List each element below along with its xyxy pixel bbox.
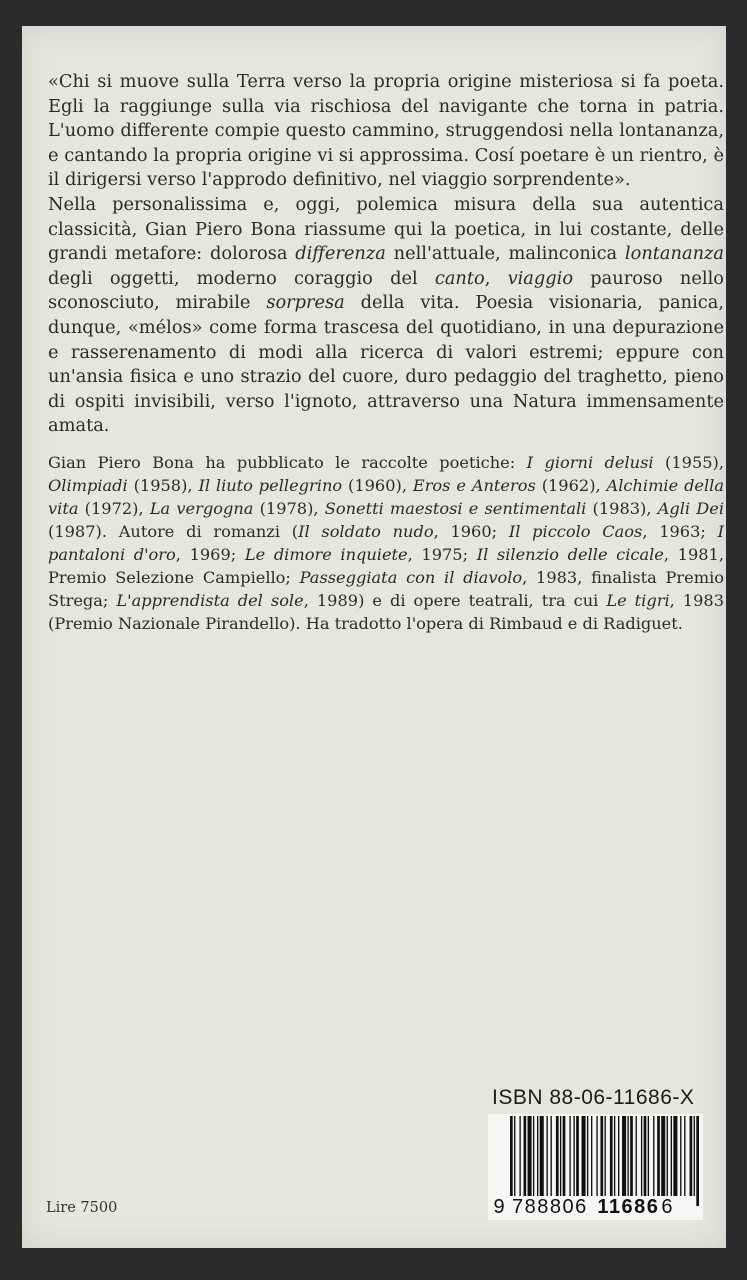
barcode-bar [596, 1116, 597, 1196]
barcode-bar [582, 1116, 586, 1196]
barcode-bar [600, 1116, 603, 1196]
book-back-cover [22, 26, 726, 1248]
barcode-bar [537, 1116, 538, 1196]
barcode-bar [605, 1116, 606, 1206]
barcode-bar [591, 1116, 592, 1196]
barcode-bar [587, 1116, 588, 1196]
barcode-first-digit: 9 [493, 1196, 505, 1218]
barcode-bar [627, 1116, 628, 1196]
barcode-bar [690, 1116, 693, 1196]
barcode-bar [576, 1116, 579, 1196]
barcode-bar [551, 1116, 552, 1196]
barcode-left-group: 788806 [512, 1196, 588, 1218]
quote-paragraph: «Chi si muove sulla Terra verso la propria origine misteriosa si fa poeta. Egli la raggiunge sulla via rischiosa del navigante che torna in patria. L'uomo differente compie questo cammino, struggendosi nella lontananza, e cantando la propria origine vi si approssima. Cosí poetare è un rientro, è il dirigersi verso l'approdo definitivo, nel viaggio sorprendente». [48, 71, 724, 191]
barcode-bar [648, 1116, 649, 1196]
barcode-bars [510, 1116, 700, 1206]
description-paragraph: Nella personalissima e, oggi, polemica misura della sua autentica classicità, Gian Piero Bona riassume qui la poetica, in lui costante, delle grandi metafore: dolorosa differenza nell'attuale, malinconica lontananza degli oggetti, moderno coraggio del canto, viaggio pauroso nello sconosciuto, mirabile sorpresa della vita. Poesia visionaria, panica, dunque, «mélos» come forma trascesa del quotidiano, in una depurazione e rasserenamento di modi alla ricerca di valori estremi; eppure con un'ansia fisica e uno strazio del cuore, duro pedaggio del traghetto, pieno di ospiti invisibili, verso l'ignoto, attraverso una Natura immensamente amata. [48, 193, 725, 437]
barcode-bar [622, 1116, 626, 1196]
barcode-bar [546, 1116, 547, 1196]
barcode-bar [556, 1116, 559, 1196]
author-bio-paragraph: Gian Piero Bona ha pubblicato le raccolte poetiche: I giorni delusi (1955), Olimpiadi (1958), Il liuto pellegrino (1960), Eros e Anteros (1962), Alchimie della vita (1972), La vergogna (1978), Sonetti maestosi e sentimentali (1983), Agli Dei (1987). Autore di romanzi (Il soldato nudo, 1960; Il piccolo Caos, 1963; I pantaloni d'oro, 1969; Le dimore inquiete, 1975; Il silenzio delle cicale, 1981, Premio Selezione Campiello; Passeggiata con il diavolo, 1983, finalista Premio Strega; L'apprendista del sole, 1989) e di opere teatrali, tra cui Le tigri, 1983 (Premio Nazionale Pirandello). Ha tradotto l'opera di Rimbaud e di Radiguet. [48, 452, 725, 633]
barcode-bar [661, 1116, 665, 1196]
barcode-bar [673, 1116, 677, 1196]
barcode-digits [488, 1196, 703, 1219]
text-block [48, 70, 724, 635]
barcode-bar [573, 1116, 574, 1196]
barcode-bar [636, 1116, 637, 1196]
barcode-bar [653, 1116, 654, 1196]
barcode-bar [618, 1116, 619, 1196]
barcode-bar [680, 1116, 681, 1196]
barcode-bar [540, 1116, 544, 1196]
barcode-bar [560, 1116, 561, 1196]
barcode-bar [630, 1116, 633, 1196]
barcode-bar [528, 1116, 532, 1196]
barcode [488, 1114, 703, 1220]
isbn-label: ISBN 88-06-11686-X [492, 1086, 695, 1109]
barcode-bar [657, 1116, 660, 1196]
barcode-bar [514, 1116, 515, 1196]
barcode-bar [641, 1116, 642, 1196]
barcode-bar [510, 1116, 513, 1206]
barcode-bar [644, 1116, 647, 1196]
barcode-bar [667, 1116, 668, 1196]
barcode-bar [696, 1116, 699, 1206]
barcode-bar [671, 1116, 672, 1196]
price-label: Lire 7500 [46, 1200, 118, 1216]
barcode-bar [610, 1116, 613, 1196]
barcode-bar [684, 1116, 685, 1196]
barcode-bar [533, 1116, 534, 1196]
barcode-bar [524, 1116, 527, 1196]
barcode-bar [569, 1116, 570, 1196]
barcode-bar [614, 1116, 615, 1196]
barcode-bar [694, 1116, 695, 1196]
barcode-right-group: 11686 [597, 1196, 660, 1218]
barcode-bar [563, 1116, 566, 1196]
barcode-check-digit: 6 [661, 1196, 673, 1218]
barcode-bar [519, 1116, 520, 1196]
